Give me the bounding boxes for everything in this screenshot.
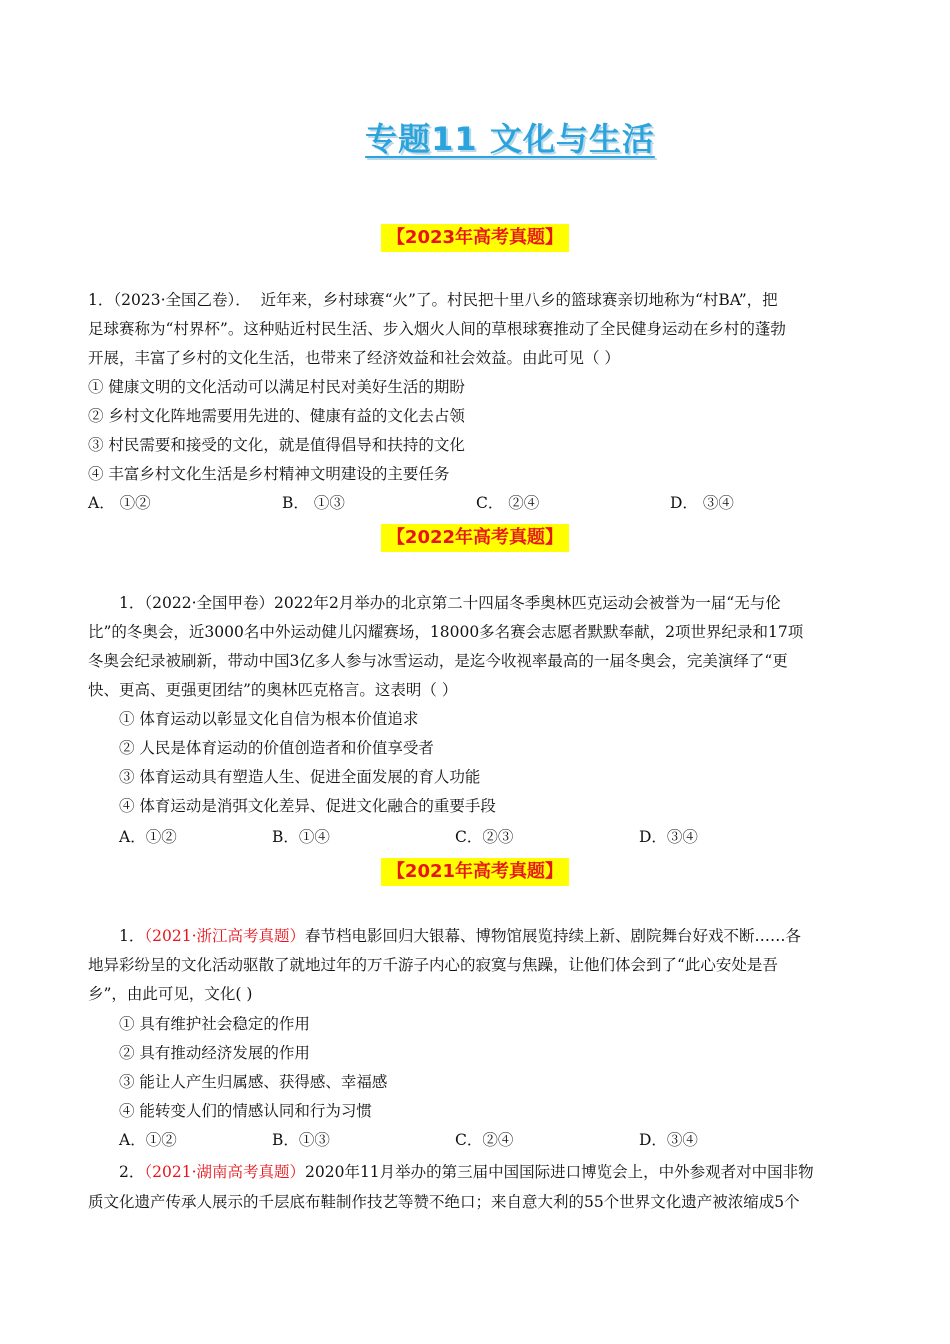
choice-item: ④ 丰富乡村文化生活是乡村精神文明建设的主要任务 [88, 465, 450, 483]
question-2021-1-line2: 地异彩纷呈的文化活动驱散了就地过年的万千游子内心的寂寞与焦躁，让他们体会到了“此心安处是吾 [88, 956, 778, 974]
option-b[interactable]: B． ①③ [282, 494, 345, 512]
option-c[interactable]: C． ②④ [476, 494, 540, 512]
question-2023-1-line1: 1．（2023·全国乙卷）． 近年来，乡村球赛“火”了。村民把十里八乡的篮球赛亲切地称为“村BA”，把 [88, 291, 778, 309]
question-2021-1-line1: 1．（2021·浙江高考真题）春节档电影回归大银幕、博物馆展览持续上新、剧院舞台好戏不断……各 [119, 927, 802, 945]
choice-item: ① 健康文明的文化活动可以满足村民对美好生活的期盼 [88, 378, 465, 396]
section-heading-2021: 【2021年高考真题】 [0, 858, 950, 886]
choice-item: ④ 体育运动是消弭文化差异、促进文化融合的重要手段 [119, 797, 496, 815]
option-d[interactable]: D． ③④ [670, 494, 734, 512]
option-d[interactable]: D．③④ [639, 1131, 698, 1149]
choice-item: ③ 村民需要和接受的文化，就是值得倡导和扶持的文化 [88, 436, 465, 454]
question-2022-1-line1: 1．（2022·全国甲卷）2022年2月举办的北京第二十四届冬季奥林匹克运动会被誉为一届“无与伦 [119, 594, 781, 612]
option-b[interactable]: B．①④ [272, 828, 330, 846]
option-b[interactable]: B．①③ [272, 1131, 330, 1149]
option-a[interactable]: A．①② [119, 828, 177, 846]
section-heading-2022: 【2022年高考真题】 [0, 524, 950, 552]
option-c[interactable]: C．②④ [455, 1131, 514, 1149]
page-title: 专题11 文化与生活 [365, 120, 655, 158]
option-a[interactable]: A． ①② [88, 494, 151, 512]
choice-item: ② 人民是体育运动的价值创造者和价值享受者 [119, 739, 434, 757]
question-2021-2-line1: 2．（2021·湖南高考真题）2020年11月举办的第三届中国国际进口博览会上，中外参观者对中国非物 [119, 1163, 814, 1181]
choice-item: ② 乡村文化阵地需要用先进的、健康有益的文化去占领 [88, 407, 465, 425]
option-a[interactable]: A．①② [119, 1131, 177, 1149]
question-2022-1-line2: 比”的冬奥会，近3000名中外运动健儿闪耀赛场，18000多名赛会志愿者默默奉献，2项世界纪录和17项 [88, 623, 804, 641]
question-2023-1-line2: 足球赛称为“村界杯”。这种贴近村民生活、步入烟火人间的草根球赛推动了全民健身运动在乡村的蓬勃 [88, 320, 786, 338]
choice-item: ③ 能让人产生归属感、获得感、幸福感 [119, 1073, 388, 1091]
choice-item: ① 具有维护社会稳定的作用 [119, 1015, 310, 1033]
option-c[interactable]: C．②③ [455, 828, 514, 846]
section-heading-2023: 【2023年高考真题】 [0, 224, 950, 252]
question-2021-2-line2: 质文化遗产传承人展示的千层底布鞋制作技艺等赞不绝口；来自意大利的55个世界文化遗产被浓缩成5个 [88, 1193, 800, 1211]
choice-item: ① 体育运动以彰显文化自信为根本价值追求 [119, 710, 419, 728]
choice-item: ② 具有推动经济发展的作用 [119, 1044, 310, 1062]
option-d[interactable]: D．③④ [639, 828, 698, 846]
question-2023-1-line3: 开展，丰富了乡村的文化生活，也带来了经济效益和社会效益。由此可见（ ） [88, 349, 620, 367]
choice-item: ③ 体育运动具有塑造人生、促进全面发展的育人功能 [119, 768, 481, 786]
choice-item: ④ 能转变人们的情感认同和行为习惯 [119, 1102, 372, 1120]
question-2022-1-line3: 冬奥会纪录被刷新，带动中国3亿多人参与冰雪运动，是迄今收视率最高的一届冬奥会，完美演绎了“更 [88, 652, 788, 670]
question-2022-1-line4: 快、更高、更强更团结”的奥林匹克格言。这表明（ ） [88, 681, 458, 699]
question-2021-1-line3: 乡”，由此可见，文化( ) [88, 985, 253, 1003]
